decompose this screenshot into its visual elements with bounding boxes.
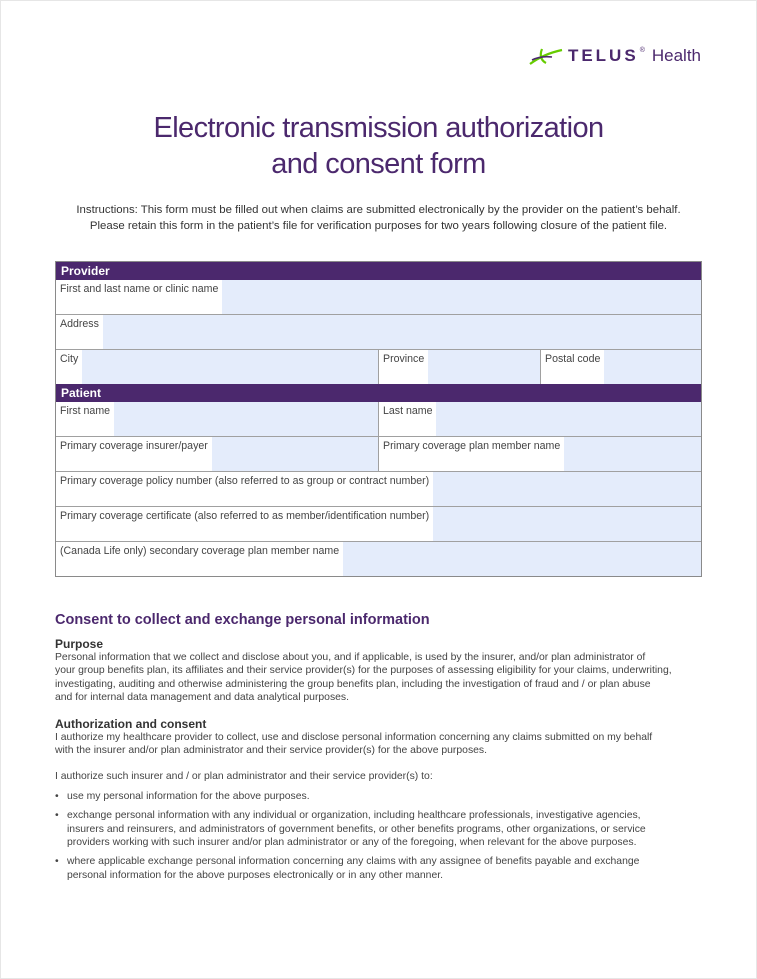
- auth-line-1: I authorize my healthcare provider to collect, use and disclose personal information concerning any claims submitted on my behalf: [55, 732, 653, 744]
- provider-name-label: First and last name or clinic name: [60, 283, 219, 295]
- form-table: [55, 261, 702, 577]
- city-field[interactable]: [82, 350, 378, 384]
- address-cell: [56, 315, 701, 349]
- title-line-2: and consent form: [271, 148, 486, 180]
- bullet-2-line-2: insurers and reinsurers, and administrators of government benefits, or other benefits programs, other organizations, or service: [67, 823, 646, 835]
- bullet-2-line-3: providers working with such insurer and/or plan administrator or any of the foregoing, when relevant for the above purposes.: [67, 836, 637, 848]
- patient-row-certificate: [56, 506, 701, 541]
- first-name-field[interactable]: [114, 402, 378, 436]
- postal-field[interactable]: [604, 350, 701, 384]
- instructions-line-2: Please retain this form in the patient’s file for verification purposes for two years following closure of the patient file.: [89, 220, 668, 232]
- postal-cell: [540, 350, 701, 384]
- member-name-cell: [378, 437, 701, 471]
- instructions-line-1: Instructions: This form must be filled out when claims are submitted electronically by the provider on the patient’s behalf.: [76, 204, 681, 216]
- first-name-cell: [56, 402, 378, 436]
- purpose-line-2: your group benefits plan, its affiliates and their service provider(s) for the purposes of assessing eligibility for your claims, underwriting,: [55, 665, 672, 677]
- instructions: [40, 202, 717, 234]
- patient-section-header: Patient: [56, 384, 701, 402]
- patient-row-secondary: [56, 541, 701, 576]
- authorization-list: [55, 790, 703, 882]
- insurer-label: Primary coverage insurer/payer: [60, 440, 208, 452]
- patient-row-names: [56, 402, 701, 436]
- bullet-3-line-1: • where applicable exchange personal information concerning any claims with any assignee of benefits payable and exchange: [67, 856, 640, 868]
- patient-row-coverage: [56, 436, 701, 471]
- secondary-cell: [56, 542, 701, 576]
- certificate-field[interactable]: [433, 507, 701, 541]
- city-cell: [56, 350, 378, 384]
- provider-name-cell: [56, 280, 701, 314]
- secondary-label: (Canada Life only) secondary coverage plan member name: [60, 545, 340, 557]
- city-label: City: [60, 353, 79, 365]
- last-name-cell: [378, 402, 701, 436]
- policy-cell: [56, 472, 701, 506]
- telus-health-logo: [528, 44, 701, 68]
- brand-reg-mark: ®: [639, 46, 645, 54]
- title-line-1: Electronic transmission authorization: [153, 112, 604, 144]
- postal-label: Postal code: [545, 353, 601, 365]
- province-cell: [378, 350, 540, 384]
- patient-row-policy: [56, 471, 701, 506]
- first-name-label: First name: [60, 405, 111, 417]
- consent-heading: Consent to collect and exchange personal information: [55, 612, 430, 628]
- address-label: Address: [60, 318, 99, 330]
- auth-line-2: with the insurer and/or plan administrator and their service provider(s) for the above purposes.: [55, 745, 488, 757]
- list-item: [55, 809, 703, 849]
- bullet-2-line-1: • exchange personal information with any individual or organization, including healthcare professionals, investigative agencies,: [67, 810, 641, 822]
- member-name-label: Primary coverage plan member name: [383, 440, 561, 452]
- secondary-field[interactable]: [343, 542, 701, 576]
- provider-name-field[interactable]: [222, 280, 701, 314]
- purpose-line-1: Personal information that we collect and disclose about you, and if applicable, is used by the insurer, and/or plan administrator of: [55, 652, 646, 663]
- provider-section-header: Provider: [56, 262, 701, 280]
- list-item: [55, 855, 703, 882]
- last-name-label: Last name: [383, 405, 433, 417]
- last-name-field[interactable]: [436, 402, 701, 436]
- telus-leaf-icon: [528, 44, 564, 68]
- certificate-cell: [56, 507, 701, 541]
- bullet-1-text: use my personal information for the above purposes.: [67, 791, 310, 803]
- brand-suffix: Health: [651, 46, 701, 65]
- insurer-cell: [56, 437, 378, 471]
- policy-field[interactable]: [433, 472, 701, 506]
- page-title: [0, 110, 757, 182]
- auth-heading: Authorization and consent: [55, 717, 207, 732]
- authorize-line: I authorize such insurer and / or plan administrator and their service provider(s) to:: [55, 770, 433, 782]
- purpose-line-4: and for internal data management and data analytical purposes.: [55, 691, 350, 703]
- address-field[interactable]: [103, 315, 701, 349]
- member-name-field[interactable]: [564, 437, 701, 471]
- bullet-3-line-2: personal information for the above purposes electronically or in any other manner.: [67, 869, 444, 881]
- brand-name: TELUS: [567, 46, 639, 65]
- purpose-heading: Purpose: [55, 637, 104, 651]
- province-field[interactable]: [428, 350, 540, 384]
- purpose-line-3: investigating, auditing and otherwise administering the group benefits plan, including the investigation of fraud and / or plan abuse: [55, 678, 651, 690]
- consent-section: [55, 612, 703, 882]
- insurer-field[interactable]: [212, 437, 378, 471]
- policy-label: Primary coverage policy number (also referred to as group or contract number): [60, 475, 430, 487]
- list-item: [55, 790, 703, 803]
- provider-row-address: [56, 314, 701, 349]
- provider-row-city: [56, 349, 701, 384]
- certificate-label: Primary coverage certificate (also referred to as member/identification number): [60, 510, 430, 522]
- province-label: Province: [383, 353, 425, 365]
- provider-row-name: [56, 280, 701, 314]
